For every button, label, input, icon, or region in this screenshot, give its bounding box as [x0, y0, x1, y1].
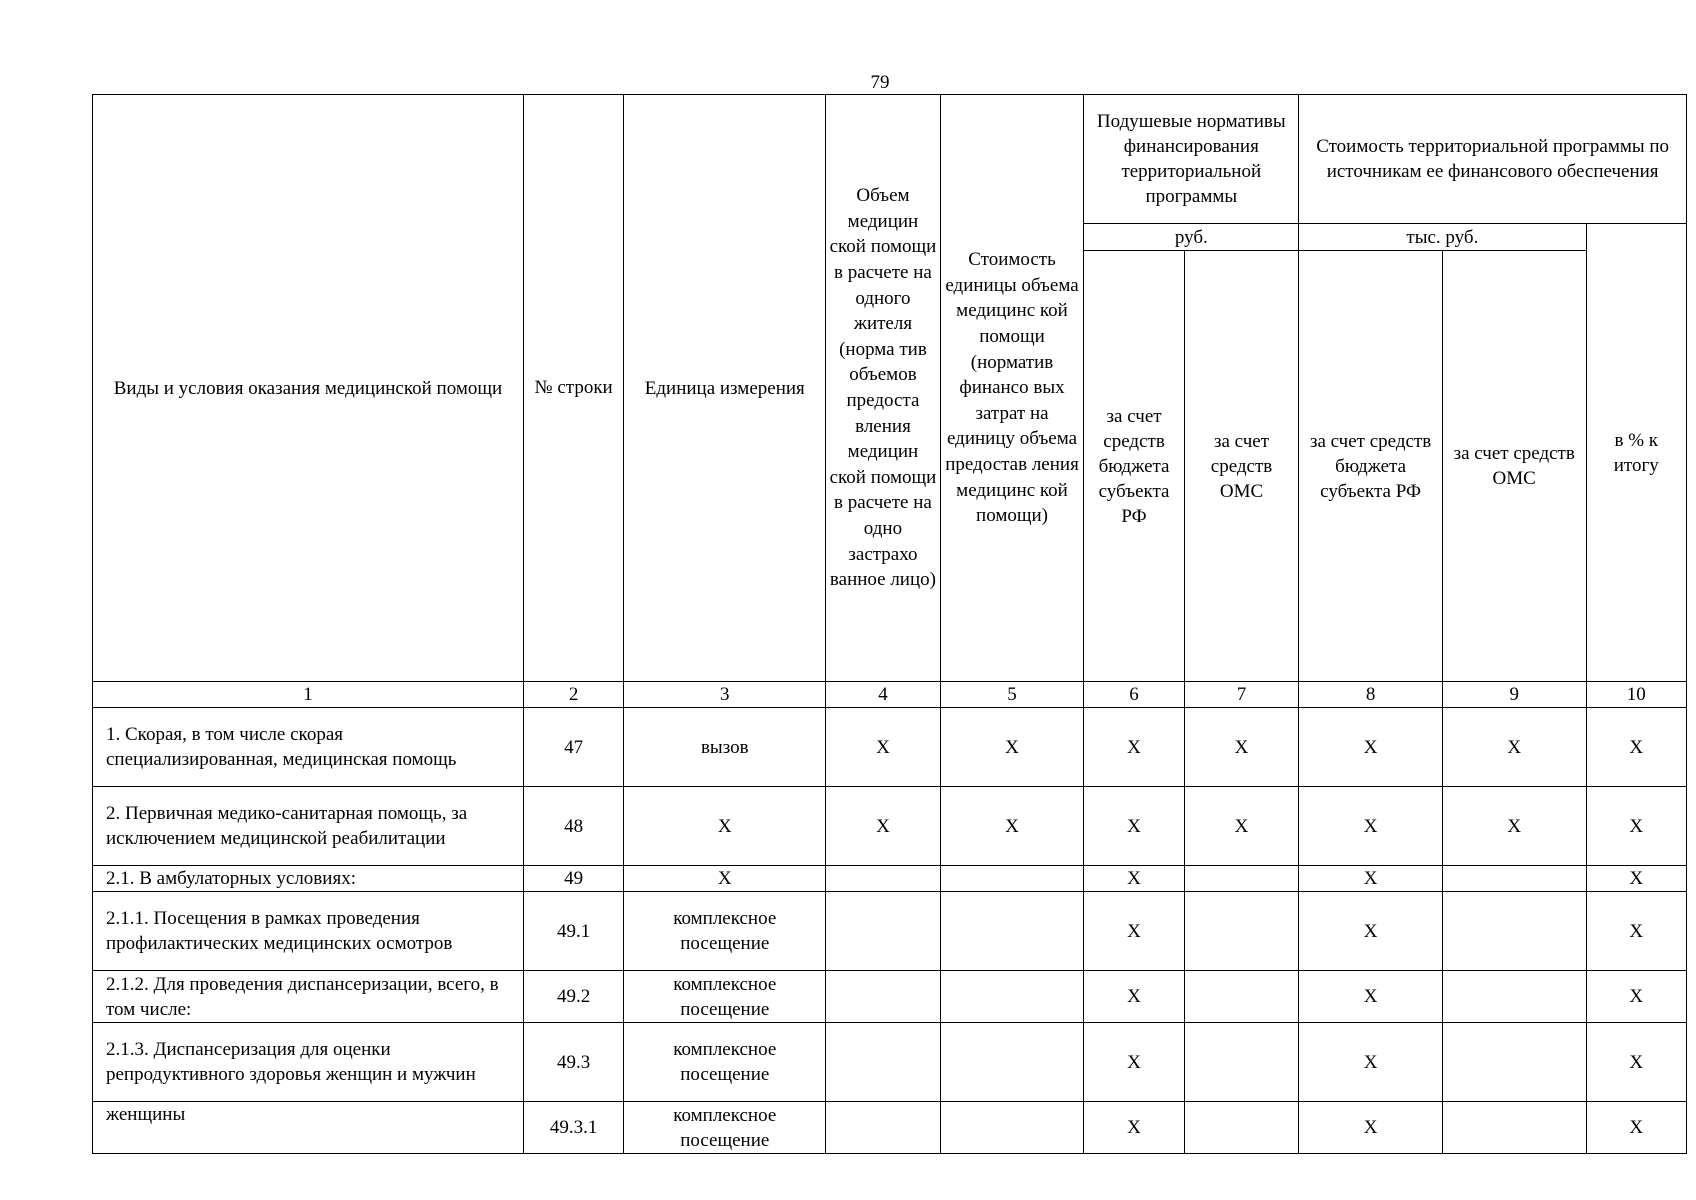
- row-unit: X: [624, 866, 826, 892]
- header-unit: Единица измерения: [624, 95, 826, 682]
- row-volume: [826, 1102, 941, 1154]
- row-unit-cost: X: [940, 787, 1084, 866]
- row-volume: X: [826, 708, 941, 787]
- row-per-capita-budget: X: [1084, 1023, 1184, 1102]
- row-cost-oms: X: [1442, 787, 1586, 866]
- header-program-cost-group: Стоимость территориальной программы по источникам ее финансового обеспечения: [1299, 95, 1687, 224]
- row-unit-cost: [940, 866, 1084, 892]
- header-percent-total: в % к итогу: [1586, 224, 1686, 682]
- column-number: 2: [523, 682, 623, 708]
- row-per-capita-budget: X: [1084, 971, 1184, 1023]
- header-per-capita-oms: за счет средств ОМС: [1184, 251, 1299, 682]
- row-unit: комплексное посещение: [624, 1102, 826, 1154]
- page-number: 79: [870, 72, 890, 93]
- row-cost-budget: X: [1299, 1023, 1443, 1102]
- row-line: 49: [523, 866, 623, 892]
- row-cost-budget: X: [1299, 892, 1443, 971]
- row-unit-cost: [940, 1102, 1084, 1154]
- row-volume: [826, 1023, 941, 1102]
- row-per-capita-budget: X: [1084, 1102, 1184, 1154]
- header-cost-budget: за счет средств бюджета субъекта РФ: [1299, 251, 1443, 682]
- column-number: 3: [624, 682, 826, 708]
- row-cost-oms: [1442, 866, 1586, 892]
- row-cost-oms: [1442, 892, 1586, 971]
- row-per-capita-budget: X: [1084, 892, 1184, 971]
- header-volume: Объем медицин ской помощи в расчете на одного жителя (норма тив объемов предоста вления медицин ской помощи в расчете на одно застрахо ванное лицо): [826, 95, 941, 682]
- column-number: 7: [1184, 682, 1299, 708]
- header-kinds-conditions: Виды и условия оказания медицинской помощи: [93, 95, 524, 682]
- row-name: 2. Первичная медико-санитарная помощь, за исключением медицинской реабилитации: [93, 787, 524, 866]
- row-cost-oms: X: [1442, 708, 1586, 787]
- row-unit-cost: [940, 1023, 1084, 1102]
- row-name: 2.1. В амбулаторных условиях:: [93, 866, 524, 892]
- row-line: 49.1: [523, 892, 623, 971]
- row-unit: комплексное посещение: [624, 971, 826, 1023]
- row-cost-oms: [1442, 1023, 1586, 1102]
- row-line: 47: [523, 708, 623, 787]
- column-number: 4: [826, 682, 941, 708]
- row-line: 49.3: [523, 1023, 623, 1102]
- row-percent: X: [1586, 1102, 1686, 1154]
- table-row: [93, 1102, 1687, 1154]
- row-per-capita-budget: X: [1084, 866, 1184, 892]
- row-per-capita-oms: X: [1184, 708, 1299, 787]
- table-row: [93, 787, 1687, 866]
- header-per-capita-budget: за счет средств бюджета субъекта РФ: [1084, 251, 1184, 682]
- row-name: 2.1.2. Для проведения диспансеризации, всего, в том числе:: [93, 971, 524, 1023]
- row-name: женщины: [93, 1102, 524, 1154]
- row-unit-cost: [940, 971, 1084, 1023]
- header-unit-cost: Стоимость единицы объема медицинс кой помощи (норматив финансо вых затрат на единицу объема предостав ления медицинс кой помощи): [940, 95, 1084, 682]
- column-number: 6: [1084, 682, 1184, 708]
- column-number: 10: [1586, 682, 1686, 708]
- row-name: 1. Скорая, в том числе скорая специализированная, медицинская помощь: [93, 708, 524, 787]
- row-volume: [826, 971, 941, 1023]
- column-number-row: [93, 682, 1687, 708]
- row-name: 2.1.3. Диспансеризация для оценки репродуктивного здоровья женщин и мужчин: [93, 1023, 524, 1102]
- table-row: [93, 708, 1687, 787]
- column-number: 5: [940, 682, 1084, 708]
- column-number: 8: [1299, 682, 1443, 708]
- row-line: 49.2: [523, 971, 623, 1023]
- row-line: 49.3.1: [523, 1102, 623, 1154]
- header-unit-rub: руб.: [1084, 224, 1299, 251]
- column-number: 9: [1442, 682, 1586, 708]
- header-per-capita-group: Подушевые нормативы финансирования территориальной программы: [1084, 95, 1299, 224]
- row-per-capita-oms: X: [1184, 787, 1299, 866]
- column-number: 1: [93, 682, 524, 708]
- row-per-capita-oms: [1184, 1023, 1299, 1102]
- row-cost-budget: X: [1299, 1102, 1443, 1154]
- row-percent: X: [1586, 708, 1686, 787]
- row-percent: X: [1586, 787, 1686, 866]
- row-cost-oms: [1442, 971, 1586, 1023]
- row-unit-cost: [940, 892, 1084, 971]
- row-unit: вызов: [624, 708, 826, 787]
- row-per-capita-oms: [1184, 892, 1299, 971]
- row-name: 2.1.1. Посещения в рамках проведения профилактических медицинских осмотров: [93, 892, 524, 971]
- row-per-capita-budget: X: [1084, 708, 1184, 787]
- table-row: [93, 892, 1687, 971]
- row-unit: X: [624, 787, 826, 866]
- header-unit-thous-rub: тыс. руб.: [1299, 224, 1586, 251]
- row-percent: X: [1586, 892, 1686, 971]
- table-row: [93, 866, 1687, 892]
- row-per-capita-oms: [1184, 971, 1299, 1023]
- row-percent: X: [1586, 1023, 1686, 1102]
- row-per-capita-budget: X: [1084, 787, 1184, 866]
- row-volume: [826, 866, 941, 892]
- row-cost-budget: X: [1299, 708, 1443, 787]
- row-per-capita-oms: [1184, 866, 1299, 892]
- row-unit: комплексное посещение: [624, 892, 826, 971]
- row-volume: X: [826, 787, 941, 866]
- row-cost-oms: [1442, 1102, 1586, 1154]
- program-cost-table: [92, 94, 1687, 1154]
- table-row: [93, 1023, 1687, 1102]
- row-cost-budget: X: [1299, 971, 1443, 1023]
- row-volume: [826, 892, 941, 971]
- header-line-number: № строки: [523, 95, 623, 682]
- row-cost-budget: X: [1299, 787, 1443, 866]
- row-unit: комплексное посещение: [624, 1023, 826, 1102]
- header-cost-oms: за счет средств ОМС: [1442, 251, 1586, 682]
- row-percent: X: [1586, 866, 1686, 892]
- row-line: 48: [523, 787, 623, 866]
- row-cost-budget: X: [1299, 866, 1443, 892]
- row-unit-cost: X: [940, 708, 1084, 787]
- row-per-capita-oms: [1184, 1102, 1299, 1154]
- table-row: [93, 971, 1687, 1023]
- row-percent: X: [1586, 971, 1686, 1023]
